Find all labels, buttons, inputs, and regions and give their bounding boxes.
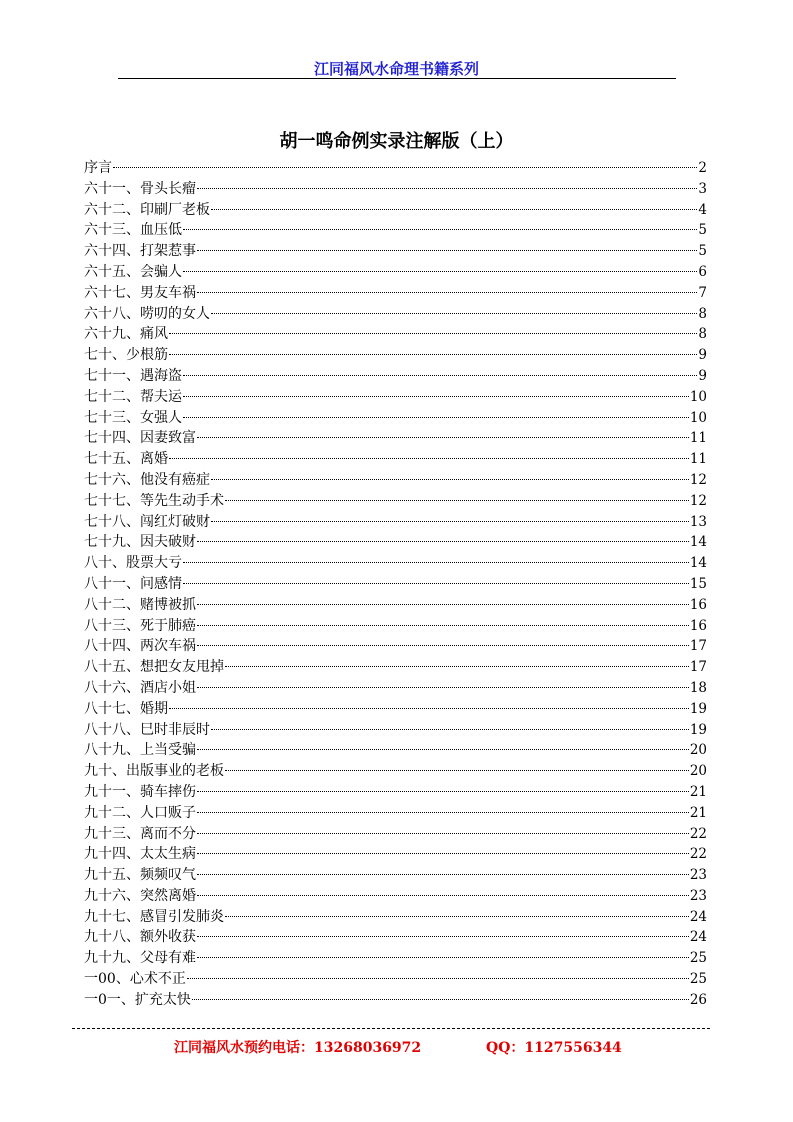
toc-entry-page: 11 (689, 451, 707, 468)
toc-entry-label: 一0一、扩充太快 (84, 991, 191, 1008)
toc-entry[interactable] (84, 200, 707, 221)
toc-dot-leader (169, 354, 697, 355)
toc-dot-leader (197, 957, 689, 958)
toc-entry-label: 六十四、打架惹事 (84, 243, 196, 260)
toc-entry-page: 18 (689, 679, 707, 696)
toc-entry-page: 8 (698, 326, 707, 343)
toc-dot-leader (197, 749, 689, 750)
toc-dot-leader (187, 978, 689, 979)
toc-entry[interactable] (84, 595, 707, 616)
toc-entry-label: 八十二、赌博被抓 (84, 596, 196, 613)
toc-entry-page: 22 (689, 846, 707, 863)
toc-entry-page: 19 (689, 721, 707, 738)
toc-entry-page: 8 (698, 305, 707, 322)
toc-entry-page: 25 (689, 950, 707, 967)
toc-entry[interactable] (84, 428, 707, 449)
header-divider (118, 78, 676, 79)
toc-entry-label: 九十七、感冒引发肺炎 (84, 908, 224, 925)
toc-entry-page: 22 (689, 825, 707, 842)
toc-entry-page: 21 (689, 804, 707, 821)
toc-entry-label: 九十二、人口贩子 (84, 804, 196, 821)
toc-entry[interactable] (84, 803, 707, 824)
toc-entry-label: 八十、股票大亏 (84, 555, 182, 572)
toc-entry-label: 六十三、血压低 (84, 222, 182, 239)
toc-entry-label: 八十六、酒店小姐 (84, 679, 196, 696)
toc-entry-label: 六十八、唠叨的女人 (84, 305, 210, 322)
toc-dot-leader (183, 271, 697, 272)
toc-dot-leader (169, 708, 689, 709)
toc-entry-page: 2 (698, 160, 707, 176)
toc-entry-label: 六十七、男友车祸 (84, 284, 196, 301)
toc-dot-leader (169, 458, 689, 459)
toc-entry-label: 七十三、女强人 (84, 409, 182, 426)
toc-entry-page: 17 (689, 638, 707, 655)
toc-dot-leader (197, 853, 689, 854)
toc-entry-page: 25 (689, 971, 707, 988)
toc-entry[interactable] (84, 304, 707, 325)
toc-dot-leader (169, 333, 697, 334)
toc-entry-page: 24 (689, 908, 707, 925)
toc-entry-label: 七十七、等先生动手术 (84, 492, 224, 509)
toc-entry-page: 11 (689, 430, 707, 447)
toc-entry-label: 七十一、遇海盗 (84, 367, 182, 384)
toc-entry-label: 八十八、巳时非辰时 (84, 721, 210, 738)
toc-entry[interactable] (84, 574, 707, 595)
toc-entry-page: 13 (689, 513, 707, 530)
toc-dot-leader (197, 687, 689, 688)
toc-dot-leader (183, 583, 689, 584)
toc-dot-leader (211, 313, 697, 314)
toc-entry[interactable] (84, 220, 707, 241)
toc-dot-leader (197, 895, 689, 896)
toc-entry-label: 九十九、父母有难 (84, 950, 196, 967)
toc-entry-page: 10 (689, 409, 707, 426)
toc-entry[interactable] (84, 699, 707, 720)
toc-dot-leader (197, 541, 689, 542)
toc-dot-leader (225, 666, 689, 667)
toc-entry-label: 七十四、因妻致富 (84, 430, 196, 447)
toc-entry-page: 9 (698, 367, 707, 384)
toc-entry[interactable] (84, 886, 707, 907)
toc-entry[interactable] (84, 657, 707, 678)
toc-entry-page: 20 (689, 763, 707, 780)
toc-entry-label: 六十五、会骗人 (84, 263, 182, 280)
toc-entry-page: 4 (698, 201, 707, 218)
toc-entry-label: 九十一、骑车摔伤 (84, 783, 196, 800)
toc-dot-leader (211, 479, 689, 480)
toc-entry-label: 八十一、问感情 (84, 575, 182, 592)
toc-entry[interactable] (84, 532, 707, 553)
toc-entry[interactable] (84, 512, 707, 533)
toc-entry-page: 12 (689, 471, 707, 488)
toc-entry-page: 23 (689, 867, 707, 884)
toc-dot-leader (197, 625, 689, 626)
toc-entry[interactable] (84, 927, 707, 948)
footer-phone: 江同福风水预约电话：13268036972 (174, 1040, 422, 1056)
toc-entry[interactable] (84, 824, 707, 845)
toc-dot-leader (183, 375, 697, 376)
toc-dot-leader (197, 250, 697, 251)
toc-entry[interactable] (84, 761, 707, 782)
toc-entry-label: 八十三、死于肺癌 (84, 617, 196, 634)
toc-entry-label: 七十六、他没有癌症 (84, 471, 210, 488)
toc-dot-leader (225, 770, 689, 771)
toc-entry[interactable] (84, 387, 707, 408)
toc-entry-page: 16 (689, 596, 707, 613)
toc-dot-leader (211, 209, 697, 210)
toc-entry[interactable] (84, 948, 707, 969)
toc-entry-page: 12 (689, 492, 707, 509)
toc-entry[interactable] (84, 969, 707, 990)
toc-entry-label: 八十七、婚期 (84, 700, 168, 717)
toc-entry[interactable] (84, 844, 707, 865)
footer-divider (72, 1028, 710, 1029)
toc-entry[interactable] (84, 408, 707, 429)
toc-entry[interactable] (84, 345, 707, 366)
toc-entry-label: 七十五、离婚 (84, 451, 168, 468)
toc-entry-label: 六十九、痛风 (84, 326, 168, 343)
toc-dot-leader (197, 791, 689, 792)
toc-entry-page: 23 (689, 887, 707, 904)
series-title: 江同福风水命理书籍系列 (313, 60, 479, 78)
toc-entry[interactable] (84, 865, 707, 886)
toc-entry[interactable] (84, 553, 707, 574)
toc-entry-label: 九十八、额外收获 (84, 929, 196, 946)
toc-entry-label: 九十五、频频叹气 (84, 867, 196, 884)
toc-entry-page: 14 (689, 534, 707, 551)
toc-entry-page: 16 (689, 617, 707, 634)
toc-entry-page: 26 (689, 991, 707, 1008)
toc-entry-label: 七十九、因夫破财 (84, 534, 196, 551)
toc-dot-leader (192, 999, 689, 1000)
toc-entry-page: 5 (698, 222, 707, 239)
toc-entry[interactable] (84, 179, 707, 200)
toc-entry-page: 14 (689, 555, 707, 572)
toc-entry-page: 17 (689, 659, 707, 676)
toc-dot-leader (211, 521, 689, 522)
toc-dot-leader (183, 417, 689, 418)
toc-entry-page: 9 (698, 347, 707, 364)
toc-dot-leader (197, 292, 697, 293)
toc-entry[interactable] (84, 241, 707, 262)
toc-dot-leader (113, 167, 697, 168)
toc-entry-label: 九十四、太太生病 (84, 846, 196, 863)
toc-entry[interactable] (84, 262, 707, 283)
toc-dot-leader (197, 874, 689, 875)
toc-entry[interactable] (84, 449, 707, 470)
toc-entry-label: 六十一、骨头长瘤 (84, 180, 196, 197)
toc-entry-page: 7 (698, 284, 707, 301)
toc-entry[interactable] (84, 158, 707, 179)
toc-entry-page: 6 (698, 263, 707, 280)
toc-dot-leader (197, 437, 689, 438)
toc-entry[interactable] (84, 366, 707, 387)
toc-entry[interactable] (84, 990, 707, 1011)
toc-entry[interactable] (84, 782, 707, 803)
toc-dot-leader (197, 812, 689, 813)
toc-entry[interactable] (84, 720, 707, 741)
toc-entry-page: 24 (689, 929, 707, 946)
toc-entry[interactable] (84, 616, 707, 637)
toc-entry-label: 九十六、突然离婚 (84, 887, 196, 904)
toc-dot-leader (211, 729, 689, 730)
toc-dot-leader (197, 833, 689, 834)
toc-entry-label: 六十二、印刷厂老板 (84, 201, 210, 218)
toc-dot-leader (225, 916, 689, 917)
footer (0, 1037, 793, 1057)
table-of-contents (84, 158, 707, 1011)
toc-dot-leader (183, 562, 689, 563)
toc-entry[interactable] (84, 636, 707, 657)
toc-entry-page: 20 (689, 742, 707, 759)
toc-entry-page: 15 (689, 575, 707, 592)
toc-entry-page: 3 (698, 180, 707, 197)
footer-qq: QQ：1127556344 (486, 1040, 622, 1056)
toc-entry[interactable] (84, 283, 707, 304)
toc-entry-page: 5 (698, 243, 707, 260)
toc-entry[interactable] (84, 470, 707, 491)
toc-entry-page: 10 (689, 388, 707, 405)
toc-dot-leader (225, 500, 689, 501)
toc-entry-page: 19 (689, 700, 707, 717)
toc-dot-leader (197, 604, 689, 605)
toc-dot-leader (183, 229, 697, 230)
toc-entry[interactable] (84, 907, 707, 928)
toc-entry-label: 七十、少根筋 (84, 347, 168, 364)
toc-dot-leader (183, 396, 689, 397)
toc-entry-label: 八十九、上当受骗 (84, 742, 196, 759)
toc-entry-label: 九十、出版事业的老板 (84, 763, 224, 780)
toc-entry-label: 八十五、想把女友甩掉 (84, 659, 224, 676)
toc-dot-leader (197, 188, 697, 189)
toc-entry-label: 九十三、离而不分 (84, 825, 196, 842)
toc-dot-leader (197, 936, 689, 937)
toc-entry-label: 序言 (84, 160, 112, 176)
toc-entry-label: 一00、心术不正 (84, 971, 186, 988)
toc-dot-leader (197, 645, 689, 646)
toc-entry[interactable] (84, 491, 707, 512)
toc-entry-label: 八十四、两次车祸 (84, 638, 196, 655)
toc-entry[interactable] (84, 740, 707, 761)
toc-entry-page: 21 (689, 783, 707, 800)
toc-entry-label: 七十二、帮夫运 (84, 388, 182, 405)
toc-entry-label: 七十八、闯红灯破财 (84, 513, 210, 530)
document-title: 胡一鸣命例实录注解版（上） (279, 131, 514, 152)
toc-entry[interactable] (84, 678, 707, 699)
toc-entry[interactable] (84, 324, 707, 345)
